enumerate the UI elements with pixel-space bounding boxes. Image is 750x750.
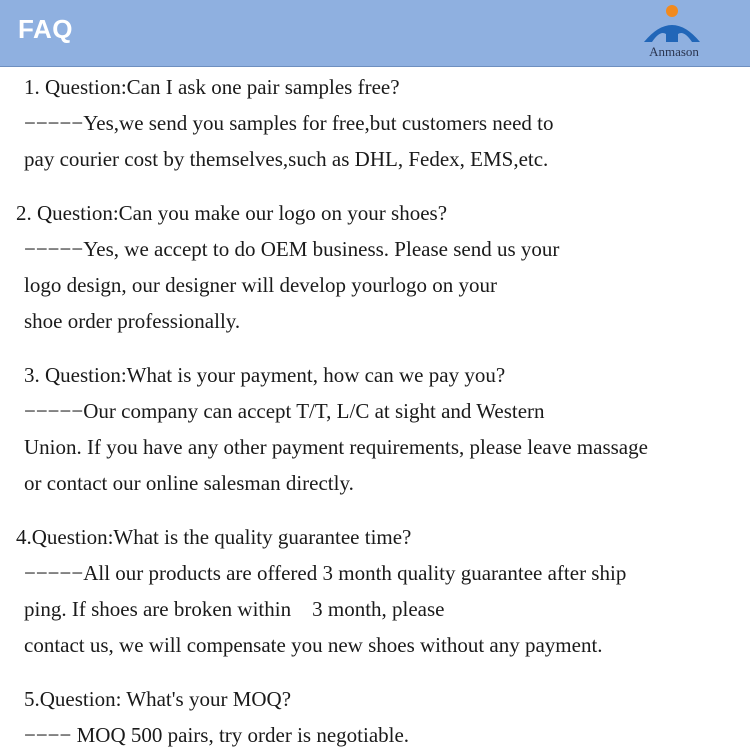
header-bar: [0, 0, 750, 67]
faq-answer-2-line-2: logo design, our designer will develop yourlogo on your: [24, 273, 498, 297]
page-title: FAQ: [18, 14, 73, 44]
faq-question-5: 5.Question: What's your MOQ?: [24, 687, 292, 711]
logo-text: Anmason: [649, 44, 699, 59]
faq-answer-2-line-1: −−−−−Yes, we accept to do OEM business. Please send us your: [24, 237, 560, 261]
brand-logo: [634, 4, 714, 64]
faq-answer-4-line-1: −−−−−All our products are offered 3 month quality guarantee after ship: [24, 561, 627, 585]
faq-answer-1-line-2: pay courier cost by themselves,such as DHL, Fedex, EMS,etc.: [24, 147, 549, 171]
faq-question-3: 3. Question:What is your payment, how can we pay you?: [24, 363, 506, 387]
faq-question-4: 4.Question:What is the quality guarantee time?: [16, 525, 412, 549]
faq-answer-3-line-1: −−−−−Our company can accept T/T, L/C at sight and Western: [24, 399, 545, 423]
faq-answer-3-line-2: Union. If you have any other payment requirements, please leave massage: [24, 435, 648, 459]
faq-answer-5-line-1: −−−− MOQ 500 pairs, try order is negotiable.: [24, 723, 410, 747]
faq-answer-3-line-3: or contact our online salesman directly.: [24, 471, 354, 495]
anmason-logo-icon: [634, 4, 714, 44]
faq-answer-4-line-3: contact us, we will compensate you new shoes without any payment.: [24, 633, 603, 657]
faq-question-2: 2. Question:Can you make our logo on your shoes?: [16, 201, 448, 225]
faq-question-1: 1. Question:Can I ask one pair samples free?: [24, 75, 400, 99]
faq-answer-1-line-1: −−−−−Yes,we send you samples for free,but customers need to: [24, 111, 554, 135]
faq-answer-4-line-2: ping. If shoes are broken within 3 month, please: [24, 597, 445, 621]
faq-answer-2-line-3: shoe order professionally.: [24, 309, 241, 333]
